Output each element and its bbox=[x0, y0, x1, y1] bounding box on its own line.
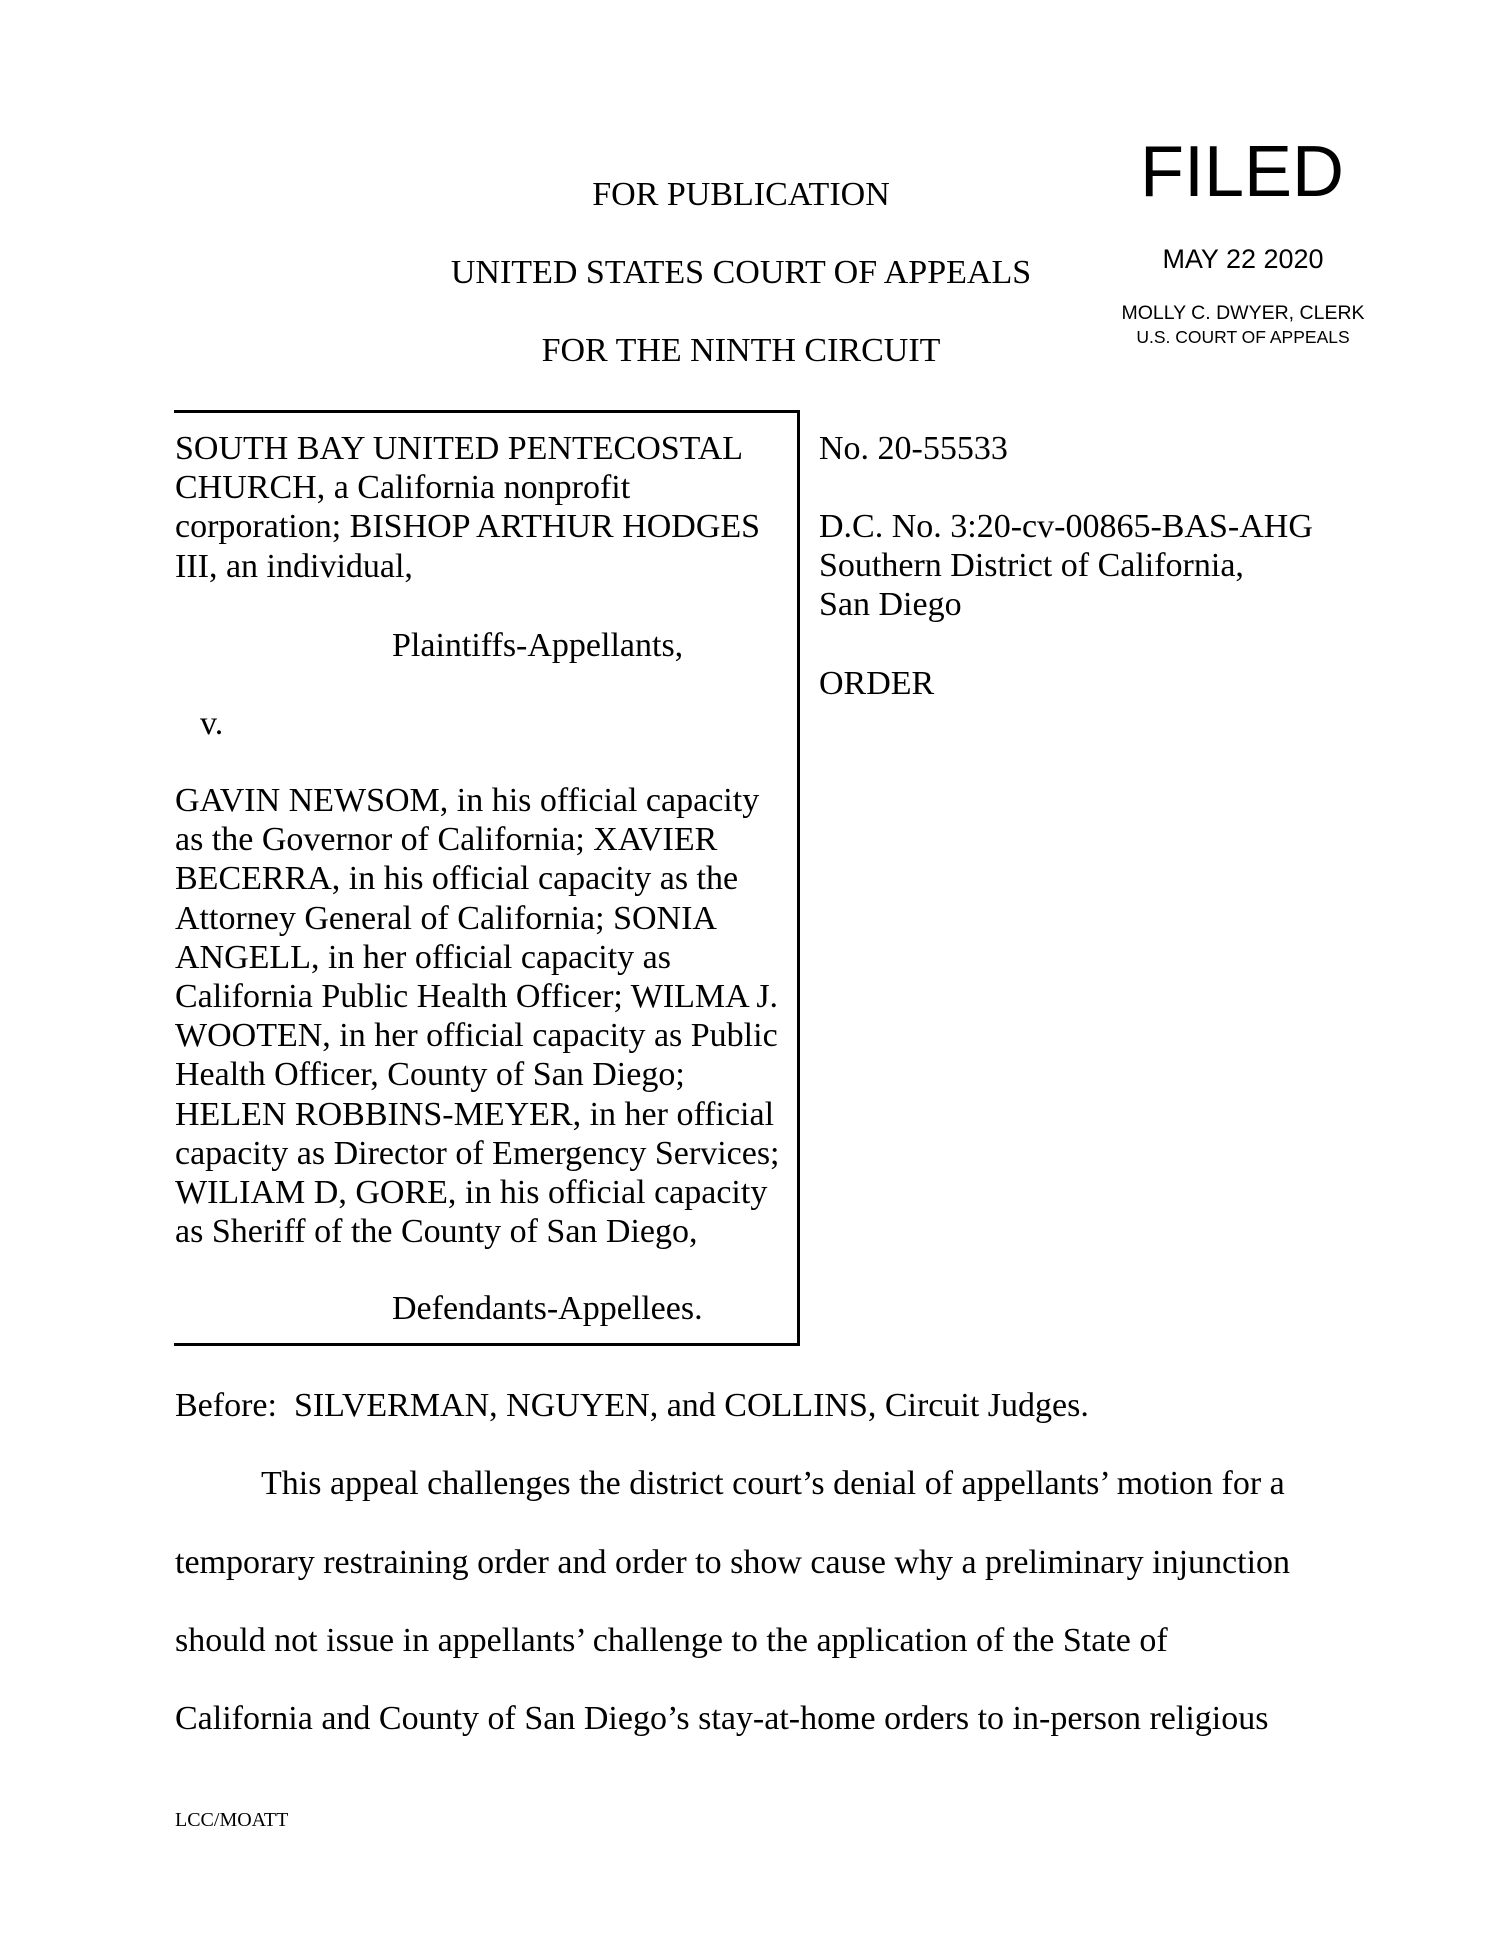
panel-judges: Before: SILVERMAN, NGUYEN, and COLLINS, Circuit Judges. bbox=[175, 1387, 1089, 1424]
defendant-line: WILIAM D, GORE, in his official capacity bbox=[175, 1174, 768, 1212]
plaintiff-line: III, an individual, bbox=[175, 547, 413, 585]
defendant-line: capacity as Director of Emergency Services; bbox=[175, 1134, 780, 1172]
caption-right-rule bbox=[797, 410, 800, 1346]
defendant-line: California Public Health Officer; WILMA J. bbox=[175, 978, 779, 1016]
footer-initials: LCC/MOATT bbox=[175, 1809, 289, 1831]
defendant-line: ANGELL, in her official capacity as bbox=[175, 938, 671, 976]
dc-number: D.C. No. 3:20-cv-00865-BAS-AHG bbox=[819, 508, 1313, 545]
paragraph-line: should not issue in appellants’ challenge to the application of the State of bbox=[175, 1622, 1168, 1659]
caption-top-rule bbox=[174, 410, 800, 413]
paragraph-line: This appeal challenges the district court’s denial of appellants’ motion for a bbox=[261, 1465, 1285, 1502]
circuit-name: FOR THE NINTH CIRCUIT bbox=[541, 332, 941, 369]
caption-bottom-rule bbox=[174, 1343, 800, 1346]
defendant-line: as Sheriff of the County of San Diego, bbox=[175, 1213, 698, 1251]
versus: v. bbox=[200, 705, 224, 742]
defendant-line: Health Officer, County of San Diego; bbox=[175, 1056, 685, 1094]
defendants-role: Defendants-Appellees. bbox=[392, 1290, 703, 1327]
clerk-court: U.S. COURT OF APPEALS bbox=[1136, 327, 1350, 347]
defendant-line: BECERRA, in his official capacity as the bbox=[175, 860, 739, 898]
clerk-name: MOLLY C. DWYER, CLERK bbox=[1121, 302, 1365, 324]
defendants-list bbox=[175, 781, 780, 1251]
filed-date: MAY 22 2020 bbox=[1162, 244, 1324, 274]
district-city: San Diego bbox=[819, 586, 962, 624]
publication-label: FOR PUBLICATION bbox=[592, 176, 890, 213]
case-number: No. 20-55533 bbox=[819, 430, 1008, 467]
defendant-line: Attorney General of California; SONIA bbox=[175, 899, 717, 937]
paragraph-line: California and County of San Diego’s stay-at-home orders to in-person religious bbox=[175, 1700, 1269, 1737]
plaintiff-line: corporation; BISHOP ARTHUR HODGES bbox=[175, 508, 761, 546]
defendant-line: WOOTEN, in her official capacity as Public bbox=[175, 1017, 778, 1055]
defendant-line: GAVIN NEWSOM, in his official capacity bbox=[175, 782, 760, 819]
defendant-line: HELEN ROBBINS-MEYER, in her official bbox=[175, 1095, 775, 1133]
plaintiff-line: CHURCH, a California nonprofit bbox=[175, 469, 631, 507]
paragraph-line: temporary restraining order and order to show cause why a preliminary injunction bbox=[175, 1544, 1291, 1581]
plaintiff-line: SOUTH BAY UNITED PENTECOSTAL bbox=[175, 430, 744, 467]
district-court-info bbox=[819, 507, 1313, 625]
document-type: ORDER bbox=[819, 665, 935, 702]
plaintiffs-list bbox=[175, 429, 760, 586]
district-name: Southern District of California, bbox=[819, 547, 1244, 585]
defendant-line: as the Governor of California; XAVIER bbox=[175, 821, 718, 859]
court-name: UNITED STATES COURT OF APPEALS bbox=[450, 254, 1032, 291]
plaintiffs-role: Plaintiffs-Appellants, bbox=[392, 627, 684, 664]
filed-label: FILED bbox=[1139, 132, 1345, 212]
